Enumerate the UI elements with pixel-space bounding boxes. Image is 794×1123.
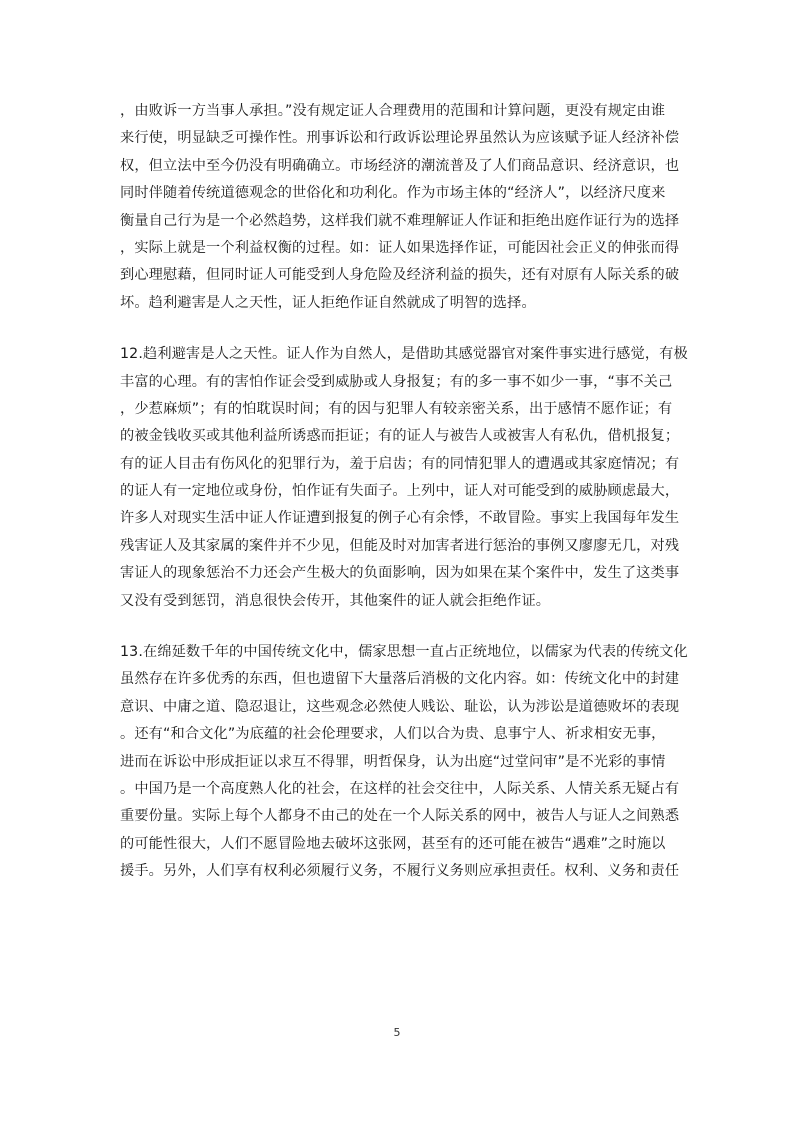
text-line: 虽然存在许多优秀的东西，但也遗留下大量落后消极的文化内容。如：传统文化中的封建 <box>120 671 680 688</box>
text-line: 重要份量。实际上每个人都身不由己的处在一个人际关系的网中，被告人与证人之间熟悉 <box>120 808 680 825</box>
text-line: 的可能性很大，人们不愿冒险地去破坏这张网，甚至有的还可能在被告“遇难”之时施以 <box>120 835 666 852</box>
text-line: 意识、中庸之道、隐忍退让，这些观念必然使人贱讼、耻讼，认为涉讼是道德败坏的表现 <box>120 698 680 715</box>
text-line: 有的证人目击有伤风化的犯罪行为，羞于启齿；有的同情犯罪人的遭遇或其家庭情况；有 <box>120 455 680 472</box>
text-line: 13.在绵延数千年的中国传统文化中，儒家思想一直占正统地位，以儒家为代表的传统文化 <box>120 644 688 661</box>
text-line: 衡量自己行为是一个必然趋势，这样我们就不难理解证人作证和拒绝出庭作证行为的选择 <box>120 212 680 229</box>
text-line: 进而在诉讼中形成拒证以求互不得罪，明哲保身，认为出庭“过堂问审”是不光彩的事情 <box>120 753 666 770</box>
page-number: 5 <box>393 1026 401 1039</box>
paragraph <box>120 98 680 317</box>
text-line: 到心理慰藉，但同时证人可能受到人身危险及经济利益的损失，还有对原有人际关系的破 <box>120 267 680 284</box>
text-line: ，实际上就是一个利益权衡的过程。如：证人如果选择作证，可能因社会正义的伸张而得 <box>120 239 680 256</box>
text-line: 的被金钱收买或其他利益所诱惑而拒证；有的证人与被告人或被害人有私仇，借机报复； <box>120 428 680 445</box>
text-line: 。中国乃是一个高度熟人化的社会，在这样的社会交往中，人际关系、人情关系无疑占有 <box>120 780 680 797</box>
text-line: 权，但立法中至今仍没有明确确立。市场经济的潮流普及了人们商品意识、经济意识，也 <box>120 157 680 174</box>
text-line: ，由败诉一方当事人承担。”没有规定证人合理费用的范围和计算问题，更没有规定由谁 <box>120 103 666 119</box>
text-line: 援手。另外，人们享有权利必须履行义务，不履行义务则应承担责任。权利、义务和责任 <box>120 863 680 880</box>
text-line: 12.趋利避害是人之天性。证人作为自然人，是借助其感觉器官对案件事实进行感觉，有极 <box>120 346 688 363</box>
document-body <box>120 98 688 910</box>
text-line: 的证人有一定地位或身份，怕作证有失面子。上列中，证人对可能受到的威胁顾虑最大， <box>120 483 680 500</box>
text-line: 害证人的现象惩治不力还会产生极大的负面影响，因为如果在某个案件中，发生了这类事 <box>120 565 680 582</box>
text-line: 丰富的心理。有的害怕作证会受到威胁或人身报复；有的多一事不如少一事，“事不关己 <box>120 373 673 390</box>
text-line: 坏。趋利避害是人之天性，证人拒绝作证自然就成了明智的选择。 <box>120 294 536 311</box>
text-line: ，少惹麻烦”；有的怕耽误时间；有的因与犯罪人有较亲密关系，出于感情不愿作证；有 <box>120 400 673 417</box>
text-line: 来行使，明显缺乏可操作性。刑事诉讼和行政诉讼理论界虽然认为应该赋予证人经济补偿 <box>120 130 680 147</box>
paragraph <box>120 341 688 615</box>
text-line: 同时伴随着传统道德观念的世俗化和功利化。作为市场主体的“经济人”，以经济尺度来 <box>120 185 666 202</box>
text-line: 许多人对现实生活中证人作证遭到报复的例子心有余悸，不敢冒险。事实上我国每年发生 <box>120 510 680 527</box>
text-line: 。还有“和合文化”为底蕴的社会伦理要求，人们以合为贵、息事宁人、祈求相安无事， <box>120 726 666 743</box>
text-line: 残害证人及其家属的案件并不少见，但能及时对加害者进行惩治的事例又廖廖无几，对残 <box>120 537 680 554</box>
paragraph <box>120 639 688 886</box>
text-line: 又没有受到惩罚，消息很快会传开，其他案件的证人就会拒绝作证。 <box>120 592 551 609</box>
